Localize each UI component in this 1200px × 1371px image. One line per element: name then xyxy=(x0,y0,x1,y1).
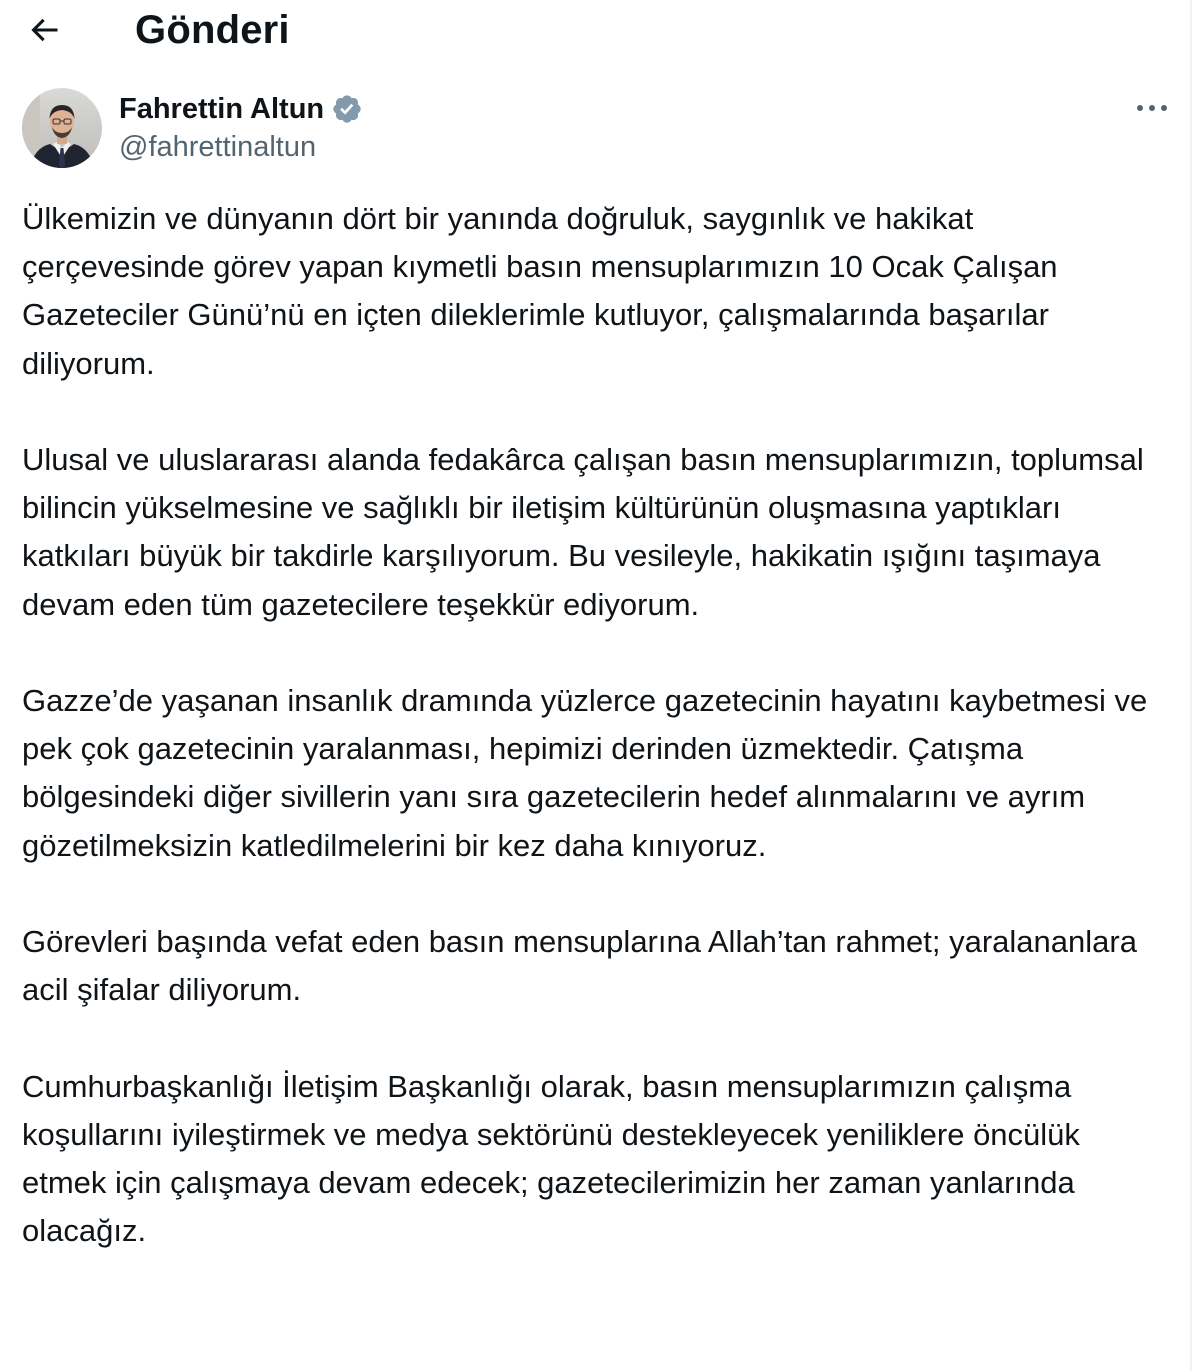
profile-photo xyxy=(22,88,102,168)
verified-badge-icon[interactable] xyxy=(331,93,363,125)
tweet-author-row xyxy=(22,88,1172,170)
tweet-paragraph: Ulusal ve uluslararası alanda fedakârca çalışan basın mensuplarımızın, toplumsal bilincin yükselmesine ve sağlıklı bir iletişim kültürünün oluşmasına yaptıkları katkıları büyük bir takdirle karşılıyorum. Bu vesileyle, hakikatin ışığını taşımaya devam eden tüm gazetecilere teşekkür ediyorum. xyxy=(22,442,1144,622)
page-title: Gönderi xyxy=(135,8,290,52)
more-horizontal-icon xyxy=(1135,102,1169,114)
tweet-paragraph: Cumhurbaşkanlığı İletişim Başkanlığı olarak, basın mensuplarımızın çalışma koşullarını iyileştirmek ve medya sektörünü destekleyecek yeniliklere öncülük etmek için çalışmaya devam edecek; gazetecilerimizin her zaman yanlarında olacağız. xyxy=(22,1068,1080,1249)
more-options-button[interactable] xyxy=(1132,90,1172,126)
arrow-left-icon xyxy=(26,12,62,48)
display-name-line xyxy=(119,90,363,128)
tweet-paragraph: Görevleri başında vefat eden basın mensuplarına Allah’tan rahmet; yaralananlara acil şifalar diliyorum. xyxy=(22,924,1137,1008)
avatar[interactable] xyxy=(22,88,102,168)
tweet-paragraph: Gazze’de yaşanan insanlık dramında yüzlerce gazetecinin hayatını kaybetmesi ve pek çok gazetecinin yaralanması, hepimizi derinden üzmektedir. Çatışma bölgesindeki diğer sivillerin yanı sıra gazetecilerin hedef alınmalarını ve ayrım gözetilmeksizin katledilmelerini bir kez daha kınıyoruz. xyxy=(22,683,1148,863)
author-names xyxy=(119,90,363,165)
top-bar xyxy=(0,0,1190,62)
page-edge-divider xyxy=(1190,0,1192,1371)
author-handle[interactable]: @fahrettinaltun xyxy=(119,131,317,163)
back-button[interactable] xyxy=(22,8,66,52)
tweet-text xyxy=(22,195,1162,1304)
display-name[interactable]: Fahrettin Altun xyxy=(119,93,325,125)
tweet-paragraph: Ülkemizin ve dünyanın dört bir yanında doğruluk, saygınlık ve hakikat çerçevesinde görev yapan kıymetli basın mensuplarımızın 10 Ocak Çalışan Gazeteciler Günü’nü en içten dileklerimle kutluyor, çalışmalarında başarılar diliyorum. xyxy=(22,201,1058,381)
